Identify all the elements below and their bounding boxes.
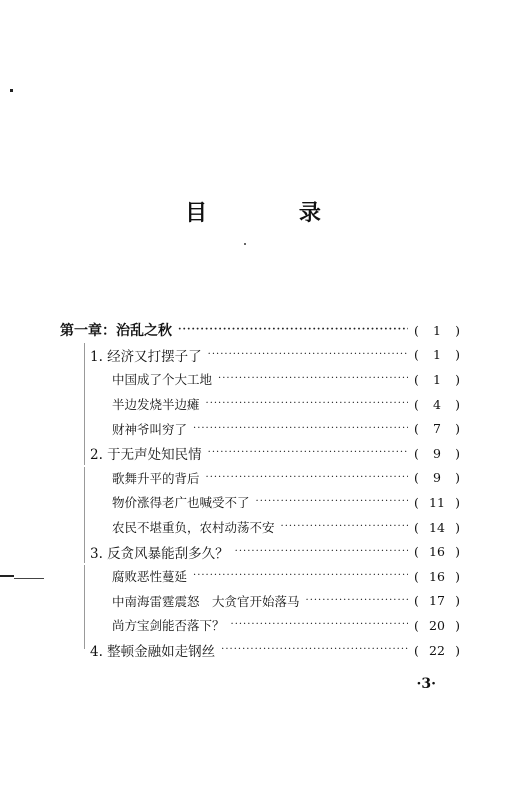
toc-entry-subsection[interactable] (60, 613, 460, 638)
toc-entry-subsection[interactable] (60, 416, 460, 441)
toc-page-number: 4 (433, 396, 441, 412)
toc-entry-subsection[interactable] (60, 490, 460, 515)
toc-entry-chapter[interactable] (60, 318, 460, 343)
leader-dots (218, 372, 408, 386)
toc-entry-subsection[interactable] (60, 564, 460, 589)
leader-dots (193, 569, 408, 583)
toc-entry-label: 农民不堪重负，农村动荡不安 (112, 520, 275, 536)
toc-entry-label: 尚方宝剑能否落下？ (112, 618, 225, 634)
toc-entry-label: 中国成了个大工地 (112, 372, 213, 388)
toc-page-ref: ( 1 ) (414, 322, 460, 338)
toc-page-ref: ( 16 ) (414, 544, 460, 560)
leader-dots (206, 397, 408, 411)
toc-entry-subsection[interactable] (60, 515, 460, 540)
leader-dots (221, 643, 408, 657)
leader-dots (231, 618, 408, 632)
toc-entry-section[interactable] (60, 539, 460, 564)
toc-page-number: 1 (433, 371, 441, 387)
toc-entry-label: 腐败恶性蔓延 (112, 569, 188, 585)
toc-entry-label: 2. 于无声处知民情 (90, 447, 202, 464)
toc-page-ref: ( 17 ) (414, 593, 460, 609)
toc-entry-section[interactable] (60, 343, 460, 368)
toc-entry-subsection[interactable] (60, 367, 460, 392)
leader-dots (281, 520, 408, 534)
table-of-contents (60, 318, 460, 662)
toc-entry-subsection[interactable] (60, 466, 460, 491)
toc-page-ref: ( 1 ) (414, 371, 460, 387)
page-number: ·3· (416, 676, 436, 692)
scan-speck (244, 243, 246, 245)
toc-entry-label: 第一章：治乱之秋 (60, 323, 172, 340)
leader-dots (235, 545, 408, 559)
scan-speck (10, 89, 13, 92)
leader-dots (206, 471, 408, 485)
toc-page-ref: ( 14 ) (414, 519, 460, 535)
toc-entry-section[interactable] (60, 638, 460, 663)
page-title: 目 录 (185, 200, 363, 226)
toc-page-ref: ( 4 ) (414, 396, 460, 412)
toc-page-ref: ( 11 ) (414, 494, 460, 510)
toc-page-ref: ( 16 ) (414, 568, 460, 584)
toc-page-number: 9 (433, 445, 441, 461)
toc-page-ref: ( 20 ) (414, 617, 460, 633)
toc-page-number: 16 (429, 568, 445, 584)
toc-entry-label: 1. 经济又打摆子了 (90, 348, 202, 365)
toc-page-number: 20 (429, 617, 445, 633)
toc-entry-section[interactable] (60, 441, 460, 466)
leader-dots (208, 348, 408, 362)
toc-page-number: 7 (433, 421, 441, 437)
toc-page-number: 22 (429, 642, 445, 658)
scan-mark (0, 575, 14, 577)
leader-dots (193, 422, 408, 436)
toc-entry-label: 半边发烧半边瘫 (112, 397, 200, 413)
toc-page-number: 17 (429, 593, 445, 609)
toc-entry-subsection[interactable] (60, 589, 460, 614)
leader-dots (178, 323, 408, 337)
toc-entry-subsection[interactable] (60, 392, 460, 417)
toc-page-ref: ( 9 ) (414, 445, 460, 461)
toc-page-number: 14 (429, 519, 445, 535)
toc-page-number: 11 (429, 494, 445, 510)
toc-page-number: 9 (433, 470, 441, 486)
toc-page-number: 1 (433, 347, 441, 363)
toc-page-number: 16 (429, 544, 445, 560)
toc-page-ref: ( 9 ) (414, 470, 460, 486)
toc-entry-label: 中南海雷霆震怒 大贪官开始落马 (112, 593, 300, 609)
toc-page-ref: ( 22 ) (414, 642, 460, 658)
leader-dots (208, 446, 408, 460)
toc-entry-label: 歌舞升平的背后 (112, 470, 200, 486)
toc-entry-label: 3. 反贪风暴能刮多久？ (90, 545, 229, 562)
toc-entry-label: 财神爷叫穷了 (112, 421, 188, 437)
leader-dots (256, 495, 408, 509)
toc-page-ref: ( 7 ) (414, 421, 460, 437)
leader-dots (306, 594, 408, 608)
toc-entry-label: 物价涨得老广也喊受不了 (112, 495, 250, 511)
scan-mark (14, 578, 44, 579)
toc-page-number: 1 (433, 322, 441, 338)
toc-entry-label: 4. 整顿金融如走钢丝 (90, 644, 216, 661)
toc-page-ref: ( 1 ) (414, 347, 460, 363)
